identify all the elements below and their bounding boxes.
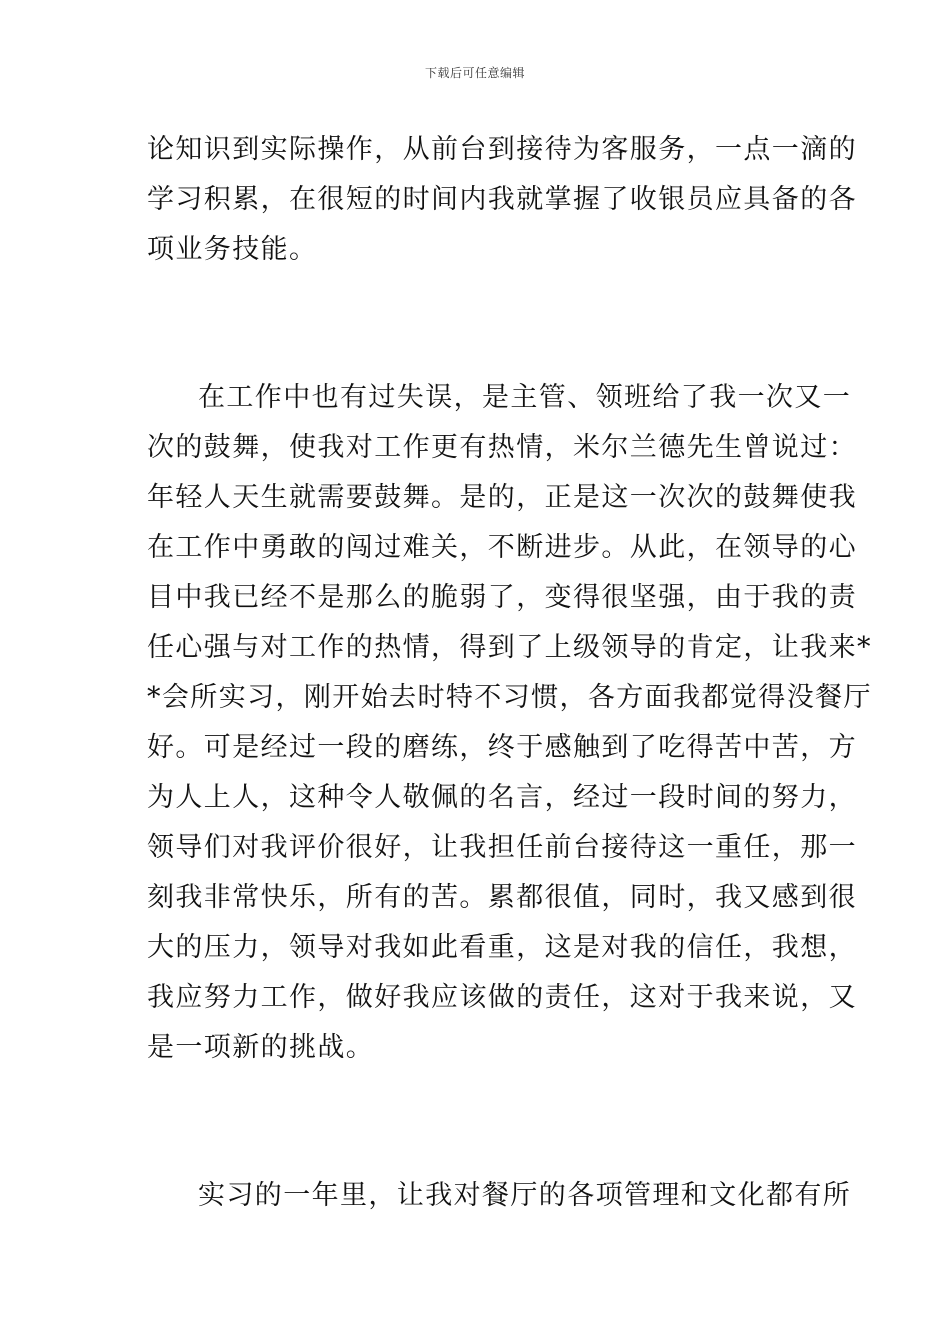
paragraph-2-line-4: 在工作中勇敢的闯过难关，不断进步。从此，在领导的心 <box>147 532 857 563</box>
paragraph-2-line-14: 是一项新的挑战。 <box>147 1032 375 1063</box>
paragraph-2-line-5: 目中我已经不是那么的脆弱了，变得很坚强，由于我的责 <box>147 582 857 613</box>
paragraph-1-line-2: 学习积累，在很短的时间内我就掌握了收银员应具备的各 <box>147 184 857 215</box>
paragraph-2-line-1: 在工作中也有过失误，是主管、领班给了我一次又一 <box>198 382 852 413</box>
paragraph-2-line-13: 我应努力工作，做好我应该做的责任，这对于我来说，又 <box>147 982 857 1013</box>
paragraph-2-line-10: 领导们对我评价很好，让我担任前台接待这一重任，那一 <box>147 832 857 863</box>
paragraph-2-line-2: 次的鼓舞，使我对工作更有热情，米尔兰德先生曾说过： <box>147 432 857 463</box>
paragraph-2-line-8: 好。可是经过一段的磨练，终于感触到了吃得苦中苦，方 <box>147 732 857 763</box>
paragraph-2-line-3: 年轻人天生就需要鼓舞。是的，正是这一次次的鼓舞使我 <box>147 482 857 513</box>
paragraph-2-line-7: *会所实习，刚开始去时特不习惯，各方面我都觉得没餐厅 <box>147 682 872 713</box>
paragraph-1-line-3: 项业务技能。 <box>147 234 318 265</box>
paragraph-3-line-1: 实习的一年里，让我对餐厅的各项管理和文化都有所 <box>198 1180 852 1211</box>
paragraph-2-line-11: 刻我非常快乐，所有的苦。累都很值，同时，我又感到很 <box>147 882 857 913</box>
header-note: 下载后可任意编辑 <box>424 66 525 80</box>
paragraph-2-line-9: 为人上人，这种令人敬佩的名言，经过一段时间的努力， <box>147 782 857 813</box>
paragraph-1-line-1: 论知识到实际操作，从前台到接待为客服务，一点一滴的 <box>147 134 857 165</box>
paragraph-2-line-6: 任心强与对工作的热情，得到了上级领导的肯定，让我来* <box>147 632 872 663</box>
paragraph-2-line-12: 大的压力，领导对我如此看重，这是对我的信任，我想， <box>147 932 857 963</box>
